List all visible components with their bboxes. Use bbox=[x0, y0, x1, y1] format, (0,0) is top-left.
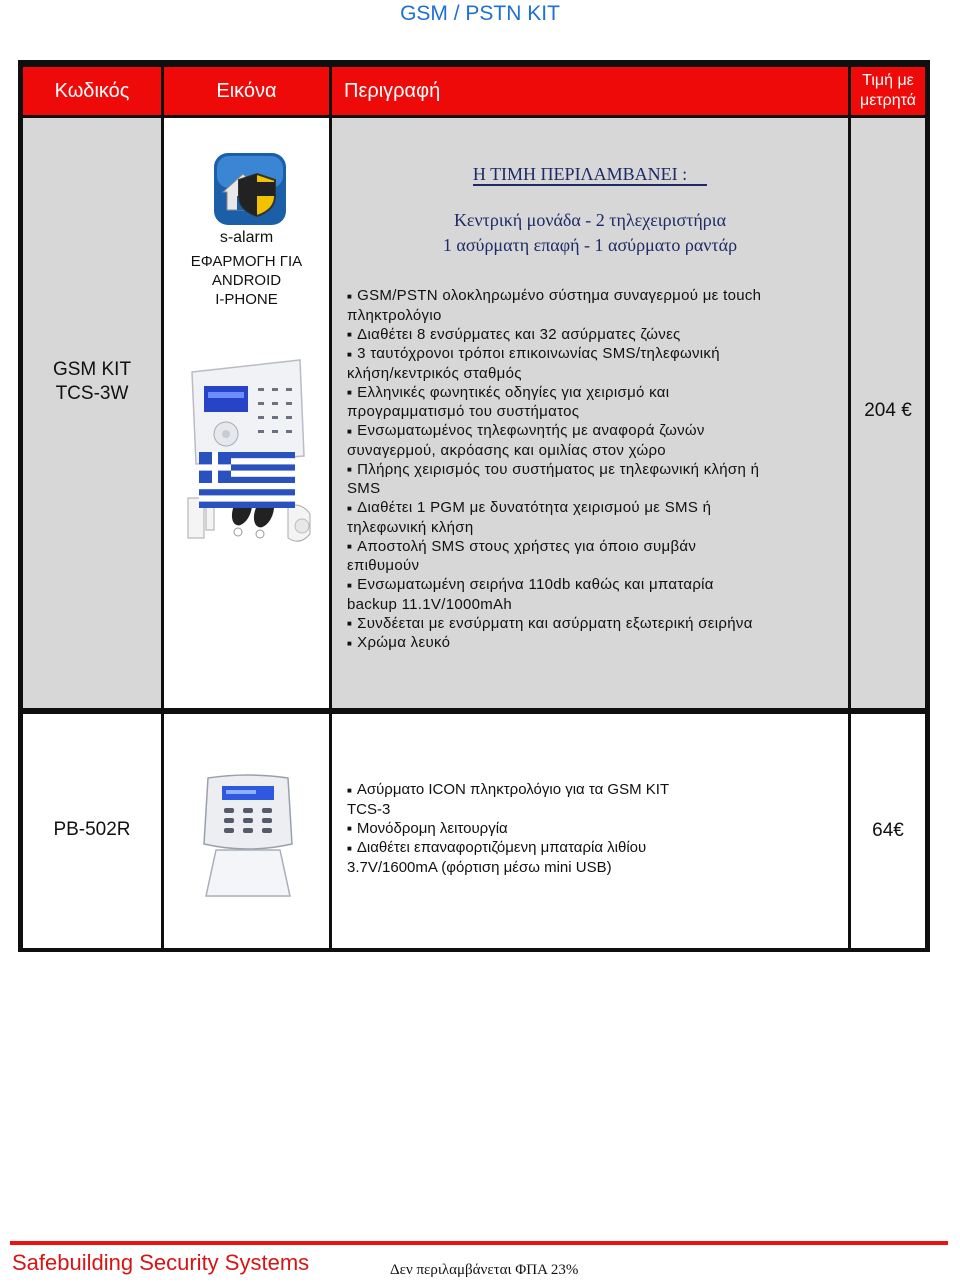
list-item: ■ Αποστολή SMS στους χρήστες για όποιο συμβάν επιθυμούν bbox=[347, 537, 697, 575]
list-item: ■ Ενσωματωμένος τηλεφωνητής με αναφορά ζωνών συναγερμού, ακρόασης και ομιλίας στον χώρο bbox=[347, 422, 705, 459]
header-price-line2: μετρητά bbox=[859, 92, 916, 109]
footer-brand: Safebuilding Security Systems bbox=[12, 1250, 310, 1275]
app-platform-line3: I-PHONE bbox=[215, 291, 278, 308]
header-price-line1: Τιμή με bbox=[862, 72, 914, 89]
app-platform-line2: ANDROID bbox=[211, 272, 282, 289]
product-code: PB-502R bbox=[53, 819, 131, 840]
includes-title: Η ΤΙΜΗ ΠΕΡΙΛΑΜΒΑΝΕΙ : bbox=[332, 163, 848, 185]
app-name: s-alarm bbox=[219, 229, 274, 246]
feature-list bbox=[347, 780, 687, 877]
header-code: Κωδικός bbox=[23, 67, 161, 115]
product-code-line2: TCS-3W bbox=[55, 383, 129, 404]
keypad-image bbox=[198, 774, 298, 900]
includes-line2: 1 ασύρματη επαφή - 1 ασύρματο ραντάρ bbox=[442, 235, 738, 255]
row2-image-cell bbox=[164, 714, 329, 948]
app-platform-line1: ΕΦΑΡΜΟΓΗ ΓΙΑ bbox=[190, 253, 303, 270]
header-description: Περιγραφή bbox=[332, 67, 848, 115]
row2-price-cell bbox=[851, 714, 925, 948]
header-price bbox=[851, 67, 925, 115]
row1-price-cell bbox=[851, 118, 925, 708]
list-item: ■ Ασύρματο ICON πληκτρολόγιο για τα GSM KIT TCS-3 bbox=[347, 781, 669, 818]
list-item: ■ Χρώμα λευκό bbox=[347, 634, 451, 652]
product-code-line1: GSM KIT bbox=[52, 359, 132, 380]
product-price: 64€ bbox=[872, 820, 904, 841]
row1-description-cell bbox=[332, 118, 848, 708]
footer-divider bbox=[10, 1241, 948, 1245]
footer-vat-note: Δεν περιλαμβάνεται ΦΠΑ 23% bbox=[390, 1262, 579, 1278]
product-price: 204 € bbox=[864, 400, 912, 421]
list-item: ■ Μονόδρομη λειτουργία bbox=[347, 819, 508, 837]
product-code bbox=[23, 358, 161, 406]
list-item: ■ 3 ταυτόχρονοι τρόποι επικοινωνίας SMS/τηλεφωνική κλήση/κεντρικός σταθμός bbox=[347, 345, 720, 382]
list-item: ■ GSM/PSTN ολοκληρωμένο σύστημα συναγερμού με touch πληκτρολόγιο bbox=[347, 287, 762, 324]
list-item: ■ Διαθέτει επαναφορτιζόμενη μπαταρία λιθίου 3.7V/1600mA (φόρτιση μέσω mini USB) bbox=[347, 839, 647, 876]
row1-image-cell bbox=[164, 118, 329, 708]
row2-code-cell bbox=[23, 714, 161, 948]
includes-line1: Κεντρική μονάδα - 2 τηλεχειριστήρια bbox=[453, 210, 727, 230]
row2-description-cell bbox=[332, 714, 848, 948]
list-item: ■ Διαθέτει 1 PGM με δυνατότητα χειρισμού με SMS ή τηλεφωνική κλήση bbox=[347, 499, 712, 536]
alarm-panel-image bbox=[188, 358, 308, 466]
list-item: ■ Πλήρης χειρισμός του συστήματος με τηλεφωνική κλήση ή SMS bbox=[347, 460, 760, 498]
feature-list bbox=[347, 286, 762, 653]
header-image: Εικόνα bbox=[164, 67, 329, 115]
page-title: GSM / PSTN KIT bbox=[400, 2, 560, 25]
list-item: ■ Ελληνικές φωνητικές οδηγίες για χειρισμό και προγραμματισμό του συστήματος bbox=[347, 383, 670, 421]
list-item: ■ Ενσωματωμένη σειρήνα 110db καθώς και μπαταρία backup 11.1V/1000mAh bbox=[347, 576, 714, 613]
s-alarm-app-icon bbox=[213, 152, 287, 226]
row1-code-cell bbox=[23, 118, 161, 708]
list-item: ■ Συνδέεται με ενσύρματη και ασύρματη εξωτερική σειρήνα bbox=[347, 614, 753, 632]
greek-flag-icon bbox=[199, 452, 295, 508]
list-item: ■ Διαθέτει 8 ενσύρματες και 32 ασύρματες ζώνες bbox=[347, 325, 681, 343]
